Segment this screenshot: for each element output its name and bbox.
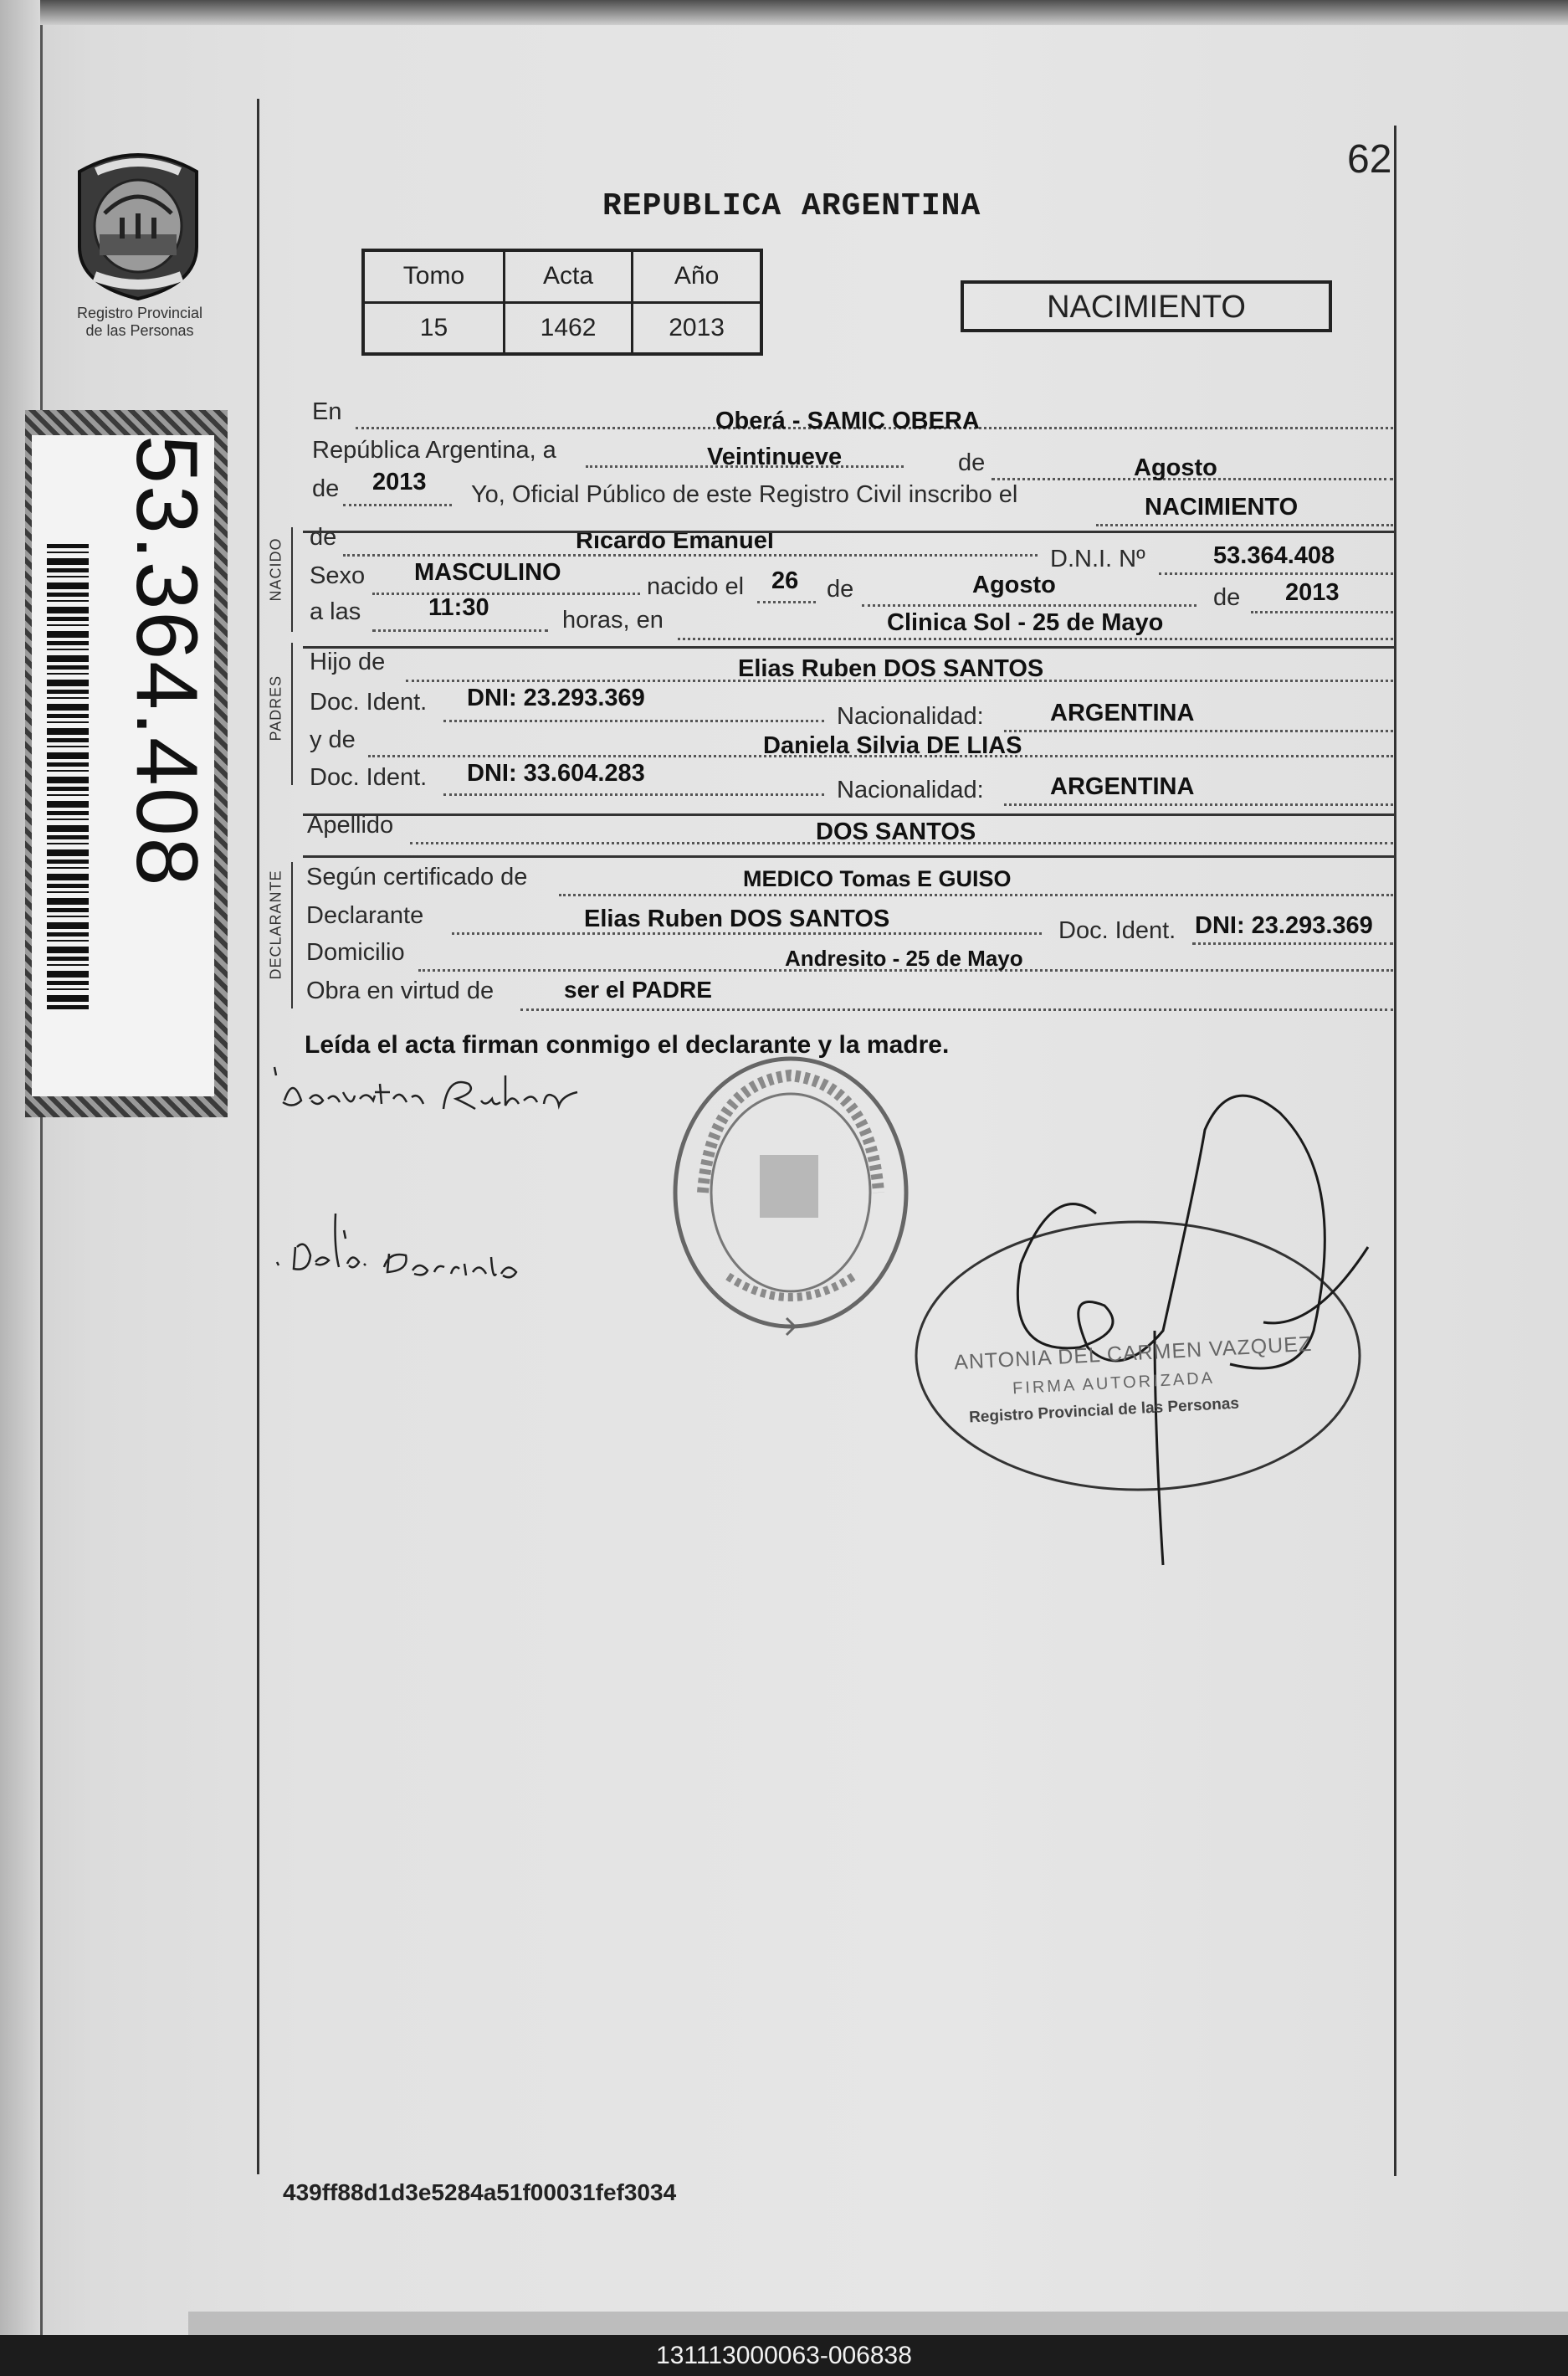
page-number: 62 [1347, 137, 1392, 182]
label-doc-ident-madre: Doc. Ident. [310, 764, 428, 791]
barcode-label [32, 435, 214, 1096]
value-lugar-nacimiento: Clinica Sol - 25 de Mayo [887, 609, 1164, 636]
dots-nac-anio [1251, 611, 1393, 613]
label-oficial-text: Yo, Oficial Público de este Registro Civil inscribo el [471, 481, 1018, 508]
label-a-las: a las [310, 598, 361, 625]
value-apellido: DOS SANTOS [816, 819, 976, 845]
separator-4 [303, 855, 1394, 858]
official-stamp-name: ANTONIA DEL CARMEN VAZQUEZ [953, 1332, 1313, 1375]
label-en: En [312, 398, 342, 425]
value-declarante-doc: DNI: 23.293.369 [1195, 912, 1373, 939]
official-stamp-role: FIRMA AUTORIZADA [1012, 1368, 1216, 1398]
registry-value-acta: 1462 [504, 302, 632, 354]
dots-padre-doc [443, 720, 824, 722]
father-signature [268, 1059, 636, 1126]
label-de-nombre: de [310, 524, 337, 551]
side-label-declarante: DECLARANTE [267, 870, 284, 980]
registry-value-row [363, 302, 761, 354]
label-y-de: y de [310, 726, 356, 753]
registry-header-acta: Acta [504, 250, 632, 302]
label-republica: República Argentina, a [312, 437, 556, 464]
misiones-coat-of-arms-logo [71, 146, 205, 301]
side-label-padres: PADRES [267, 675, 284, 742]
label-de-nac-anio: de [1213, 584, 1241, 611]
value-lugar-registro: Oberá - SAMIC OBERA [715, 408, 980, 434]
page-title: REPUBLICA ARGENTINA [602, 188, 981, 224]
dots-padre-nac [1004, 730, 1393, 732]
official-signature [912, 1080, 1381, 1582]
registry-value-tomo: 15 [363, 302, 504, 354]
label-apellido: Apellido [307, 812, 394, 839]
left-margin-line [257, 99, 259, 2174]
value-inscribo: NACIMIENTO [1145, 494, 1299, 521]
dots-declarante-doc [1192, 942, 1393, 945]
value-obra: ser el PADRE [564, 977, 712, 1003]
right-margin-line [1394, 126, 1396, 2176]
value-mes: Agosto [1134, 454, 1217, 481]
value-dni: 53.364.408 [1213, 542, 1335, 569]
page-edge-bottom [188, 2312, 1568, 2335]
label-nacido-el: nacido el [647, 573, 745, 600]
value-nac-dia: 26 [771, 567, 799, 594]
mother-signature [272, 1205, 607, 1297]
value-hora: 11:30 [428, 594, 489, 621]
value-madre-doc: DNI: 33.604.283 [467, 760, 645, 787]
label-hijo-de: Hijo de [310, 649, 386, 675]
side-label-nacido: NACIDO [267, 537, 284, 602]
value-sexo: MASCULINO [414, 559, 561, 586]
dots-inscribo [1096, 524, 1393, 526]
value-madre-nac: ARGENTINA [1050, 773, 1195, 800]
registry-header-anio: Año [633, 250, 761, 302]
book-spine [0, 0, 43, 2335]
dots-obra [520, 1008, 1393, 1011]
registry-header-tomo: Tomo [363, 250, 504, 302]
value-padre-doc: DNI: 23.293.369 [467, 685, 645, 711]
dots-sexo [372, 593, 640, 595]
value-nac-mes: Agosto [972, 572, 1056, 598]
dots-nac-dia [757, 601, 816, 603]
barcode-number: 53.364.408 [118, 435, 215, 888]
dots-dni [1159, 572, 1393, 575]
barcode-card [25, 410, 228, 1117]
separator-3 [303, 813, 1394, 816]
logo-caption: Registro Provincial de las Personas [76, 305, 203, 339]
dots-lugar [678, 638, 1393, 640]
label-doc-ident-padre: Doc. Ident. [310, 689, 428, 716]
registry-value-anio: 2013 [633, 302, 761, 354]
label-declarante: Declarante [306, 902, 424, 929]
label-nacionalidad-madre: Nacionalidad: [837, 777, 984, 803]
value-declarante: Elias Ruben DOS SANTOS [584, 906, 890, 932]
label-horas-en: horas, en [562, 607, 664, 634]
value-padre: Elias Ruben DOS SANTOS [738, 655, 1044, 682]
label-segun-certificado: Según certificado de [306, 864, 528, 890]
side-bracket-nacido [291, 527, 293, 632]
barcode-bars [47, 544, 89, 1013]
page-edge [40, 0, 1568, 25]
footer-id: 131113000063-006838 [656, 2342, 912, 2369]
value-nac-anio: 2013 [1285, 579, 1340, 606]
label-obra-en-virtud: Obra en virtud de [306, 978, 494, 1004]
label-dni: D.N.I. Nº [1050, 546, 1145, 572]
value-nombre: Ricardo Emanuel [576, 527, 774, 554]
separator-2 [303, 646, 1394, 649]
separator-1 [303, 531, 1394, 533]
document-hash: 439ff88d1d3e5284a51f00031fef3034 [283, 2179, 677, 2205]
dots-madre-nac [1004, 803, 1393, 806]
side-bracket-padres [291, 643, 293, 785]
label-nacionalidad-padre: Nacionalidad: [837, 703, 984, 730]
closing-statement: Leída el acta firman conmigo el declarante y la madre. [305, 1031, 950, 1059]
dots-segun [559, 894, 1393, 896]
label-de-mes: de [958, 449, 986, 476]
value-domicilio: Andresito - 25 de Mayo [785, 946, 1023, 971]
value-segun: MEDICO Tomas E GUISO [743, 866, 1012, 891]
value-padre-nac: ARGENTINA [1050, 700, 1195, 726]
registry-table [361, 249, 763, 356]
label-de-anio: de [312, 475, 340, 502]
value-anio: 2013 [372, 469, 427, 495]
dots-nac-mes [862, 604, 1196, 607]
official-stamp-org: Registro Provincial de las Personas [968, 1394, 1240, 1427]
label-de-nac-mes: de [827, 576, 854, 603]
dots-hora [372, 629, 548, 632]
dots-anio [343, 504, 452, 506]
value-madre: Daniela Silvia DE LIAS [763, 732, 1022, 759]
registry-header-row [363, 250, 761, 302]
act-type-box: NACIMIENTO [961, 280, 1332, 332]
label-doc-ident-declarante: Doc. Ident. [1058, 917, 1176, 944]
registry-seal-stamp [669, 1050, 912, 1347]
label-sexo: Sexo [310, 562, 366, 589]
dots-madre-doc [443, 793, 824, 796]
value-dia: Veintinueve [707, 444, 843, 470]
label-domicilio: Domicilio [306, 939, 405, 966]
side-bracket-declarante [291, 862, 293, 1008]
